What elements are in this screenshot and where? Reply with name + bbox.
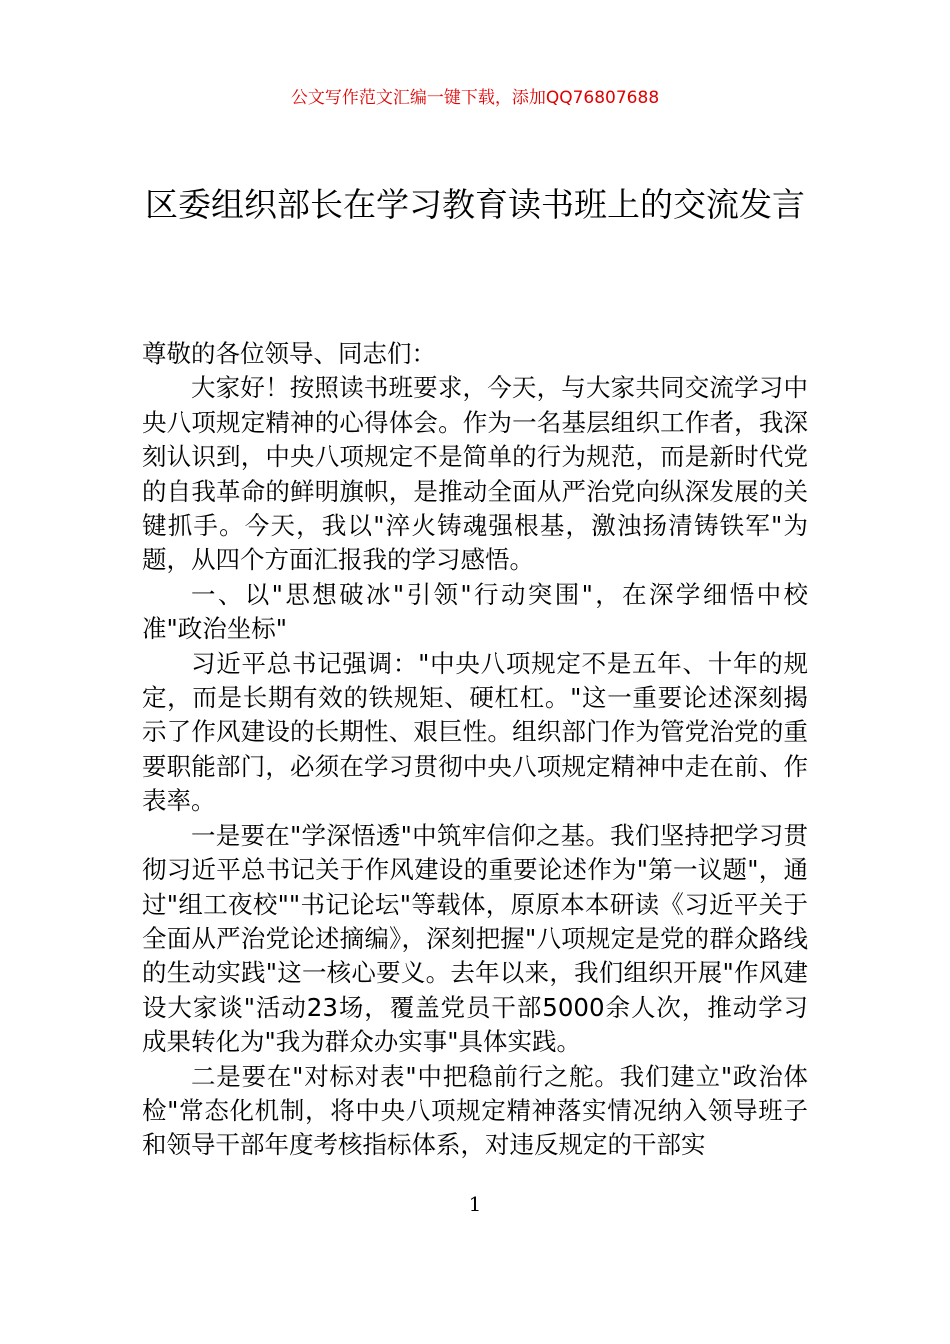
document-title: 区委组织部长在学习教育读书班上的交流发言 <box>145 185 805 224</box>
salutation: 尊敬的各位领导、同志们： <box>142 339 436 368</box>
paragraph: 习近平总书记强调："中央八项规定不是五年、十年的规定，而是长期有效的铁规矩、硬杠杠。"这一重要论述深刻揭示了作风建设的长期性、艰巨性。组织部门作为管党治党的重要职能部门，必须在学习贯彻中央八项规定精神中走在前、作表率。 <box>142 648 808 816</box>
section-heading: 一、以"思想破冰"引领"行动突围"，在深学细悟中校准"政治坐标" <box>142 579 808 644</box>
document-body <box>142 337 808 1163</box>
header-note: 公文写作范文汇编一键下载，添加QQ76807688 <box>290 88 660 108</box>
page-number: 1 <box>468 1192 482 1216</box>
paragraph: 二是要在"对标对表"中把稳前行之舵。我们建立"政治体检"常态化机制，将中央八项规定精神落实情况纳入领导班子和领导干部年度考核指标体系，对违反规定的干部实 <box>142 1061 808 1160</box>
paragraph: 一是要在"学深悟透"中筑牢信仰之基。我们坚持把学习贯彻习近平总书记关于作风建设的重要论述作为"第一议题"，通过"组工夜校""书记论坛"等载体，原原本本研读《习近平关于全面从严治党论述摘编》，深刻把握"八项规定是党的群众路线的生动实践"这一核心要义。去年以来，我们组织开展"作风建设大家谈"活动23场，覆盖党员干部5000余人次，推动学习成果转化为"我为群众办实事"具体实践。 <box>142 820 808 1057</box>
paragraph: 大家好！按照读书班要求，今天，与大家共同交流学习中央八项规定精神的心得体会。作为一名基层组织工作者，我深刻认识到，中央八项规定不是简单的行为规范，而是新时代党的自我革命的鲜明旗帜，是推动全面从严治党向纵深发展的关键抓手。今天，我以"淬火铸魂强根基，激浊扬清铸铁军"为题，从四个方面汇报我的学习感悟。 <box>142 373 808 575</box>
